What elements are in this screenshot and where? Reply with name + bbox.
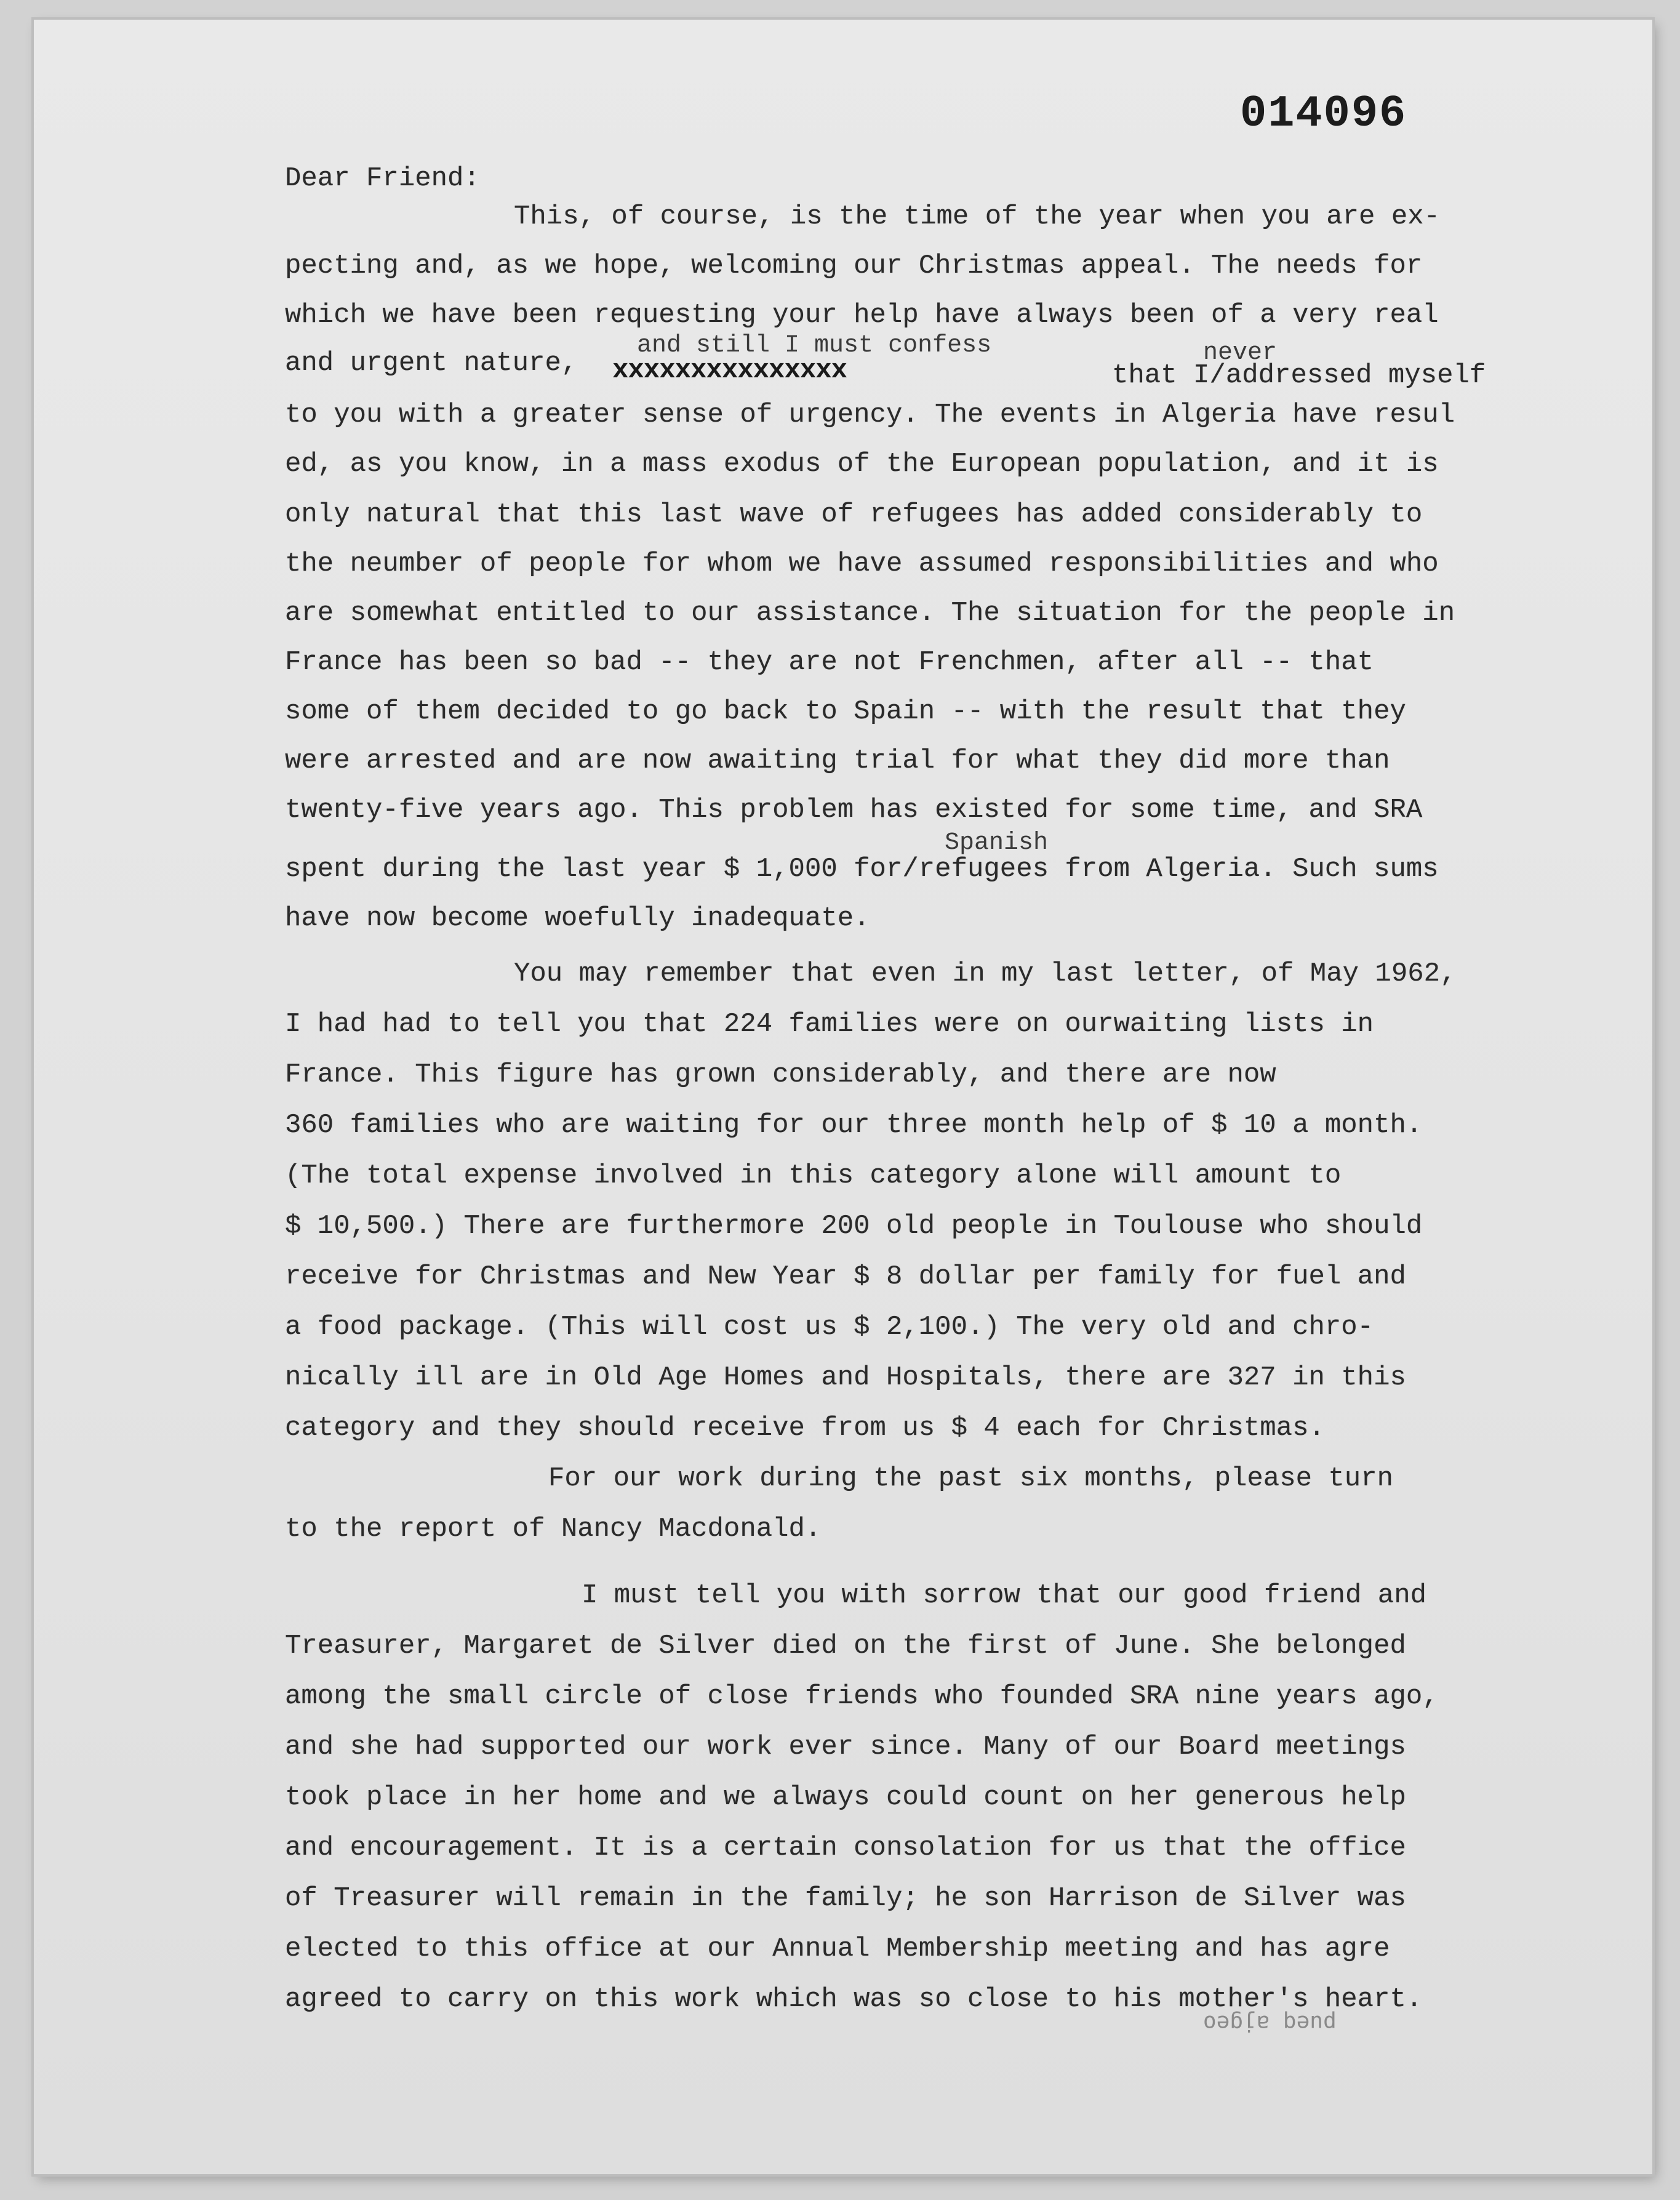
text-line: I had had to tell you that 224 families were on ourwaiting lists in bbox=[285, 1009, 1374, 1040]
text-line: and she had supported our work ever since. Many of our Board meetings bbox=[285, 1732, 1406, 1762]
salutation: Dear Friend: bbox=[285, 163, 480, 194]
text-line: of Treasurer will remain in the family; he son Harrison de Silver was bbox=[285, 1883, 1406, 1914]
text-line: France has been so bad -- they are not Frenchmen, after all -- that bbox=[285, 647, 1374, 678]
text-line: and encouragement. It is a certain consolation for us that the office bbox=[285, 1833, 1406, 1863]
text-line: some of them decided to go back to Spain -- with the result that they bbox=[285, 696, 1406, 727]
text-line: For our work during the past six months, please turn bbox=[548, 1463, 1394, 1494]
bleed-through-text: pueq ajgeo bbox=[1203, 2010, 1337, 2036]
text-line: ed, as you know, in a mass exodus of the European population, and it is bbox=[285, 449, 1439, 480]
text-line: category and they should receive from us $ 4 each for Christmas. bbox=[285, 1413, 1325, 1443]
struck-out-text: xxxxxxxxxxxxxxx bbox=[612, 355, 847, 386]
text-line: took place in her home and we always could count on her generous help bbox=[285, 1782, 1406, 1813]
text-line: elected to this office at our Annual Membership meeting and has agre bbox=[285, 1933, 1390, 1964]
text-line: are somewhat entitled to our assistance. The situation for the people in bbox=[285, 598, 1455, 628]
text-line: to you with a greater sense of urgency. The events in Algeria have resul bbox=[285, 399, 1455, 430]
text-line: 360 families who are waiting for our three month help of $ 10 a month. bbox=[285, 1110, 1423, 1141]
text-line: to the report of Nancy Macdonald. bbox=[285, 1514, 822, 1544]
text-line: (The total expense involved in this category alone will amount to bbox=[285, 1160, 1342, 1191]
text-line: and urgent nature, bbox=[285, 348, 578, 379]
text-line: which we have been requesting your help have always been of a very real bbox=[285, 300, 1439, 331]
text-line: Treasurer, Margaret de Silver died on the first of June. She belonged bbox=[285, 1631, 1406, 1661]
interlinear-insertion: Spanish bbox=[945, 829, 1049, 857]
text-line: $ 10,500.) There are furthermore 200 old people in Toulouse who should bbox=[285, 1211, 1423, 1242]
interlinear-insertion: never bbox=[1203, 339, 1278, 367]
interlinear-insertion: and still I must confess bbox=[637, 332, 992, 359]
document-number: 014096 bbox=[1240, 89, 1407, 139]
text-line: a food package. (This will cost us $ 2,100.) The very old and chro- bbox=[285, 1312, 1374, 1343]
text-line: receive for Christmas and New Year $ 8 dollar per family for fuel and bbox=[285, 1261, 1406, 1292]
text-line: You may remember that even in my last letter, of May 1962, bbox=[514, 958, 1457, 989]
letter-page bbox=[34, 20, 1652, 2174]
text-line: I must tell you with sorrow that our good friend and bbox=[582, 1580, 1427, 1611]
text-line: that I/addressed myself bbox=[1112, 360, 1486, 391]
text-line: spent during the last year $ 1,000 for/refugees from Algeria. Such sums bbox=[285, 854, 1439, 885]
text-line: pecting and, as we hope, welcoming our Christmas appeal. The needs for bbox=[285, 251, 1423, 281]
text-line: the neumber of people for whom we have assumed responsibilities and who bbox=[285, 548, 1439, 579]
text-line: were arrested and are now awaiting trial for what they did more than bbox=[285, 745, 1390, 776]
text-line: nically ill are in Old Age Homes and Hospitals, there are 327 in this bbox=[285, 1362, 1406, 1393]
text-line: among the small circle of close friends who founded SRA nine years ago, bbox=[285, 1681, 1439, 1712]
text-line: have now become woefully inadequate. bbox=[285, 903, 870, 934]
text-line: This, of course, is the time of the year when you are ex- bbox=[514, 201, 1441, 232]
text-line: agreed to carry on this work which was so close to his mother's heart. bbox=[285, 1984, 1423, 2015]
text-line: twenty-five years ago. This problem has existed for some time, and SRA bbox=[285, 795, 1423, 825]
text-line: only natural that this last wave of refugees has added considerably to bbox=[285, 499, 1423, 530]
text-line: France. This figure has grown considerably, and there are now bbox=[285, 1059, 1276, 1090]
